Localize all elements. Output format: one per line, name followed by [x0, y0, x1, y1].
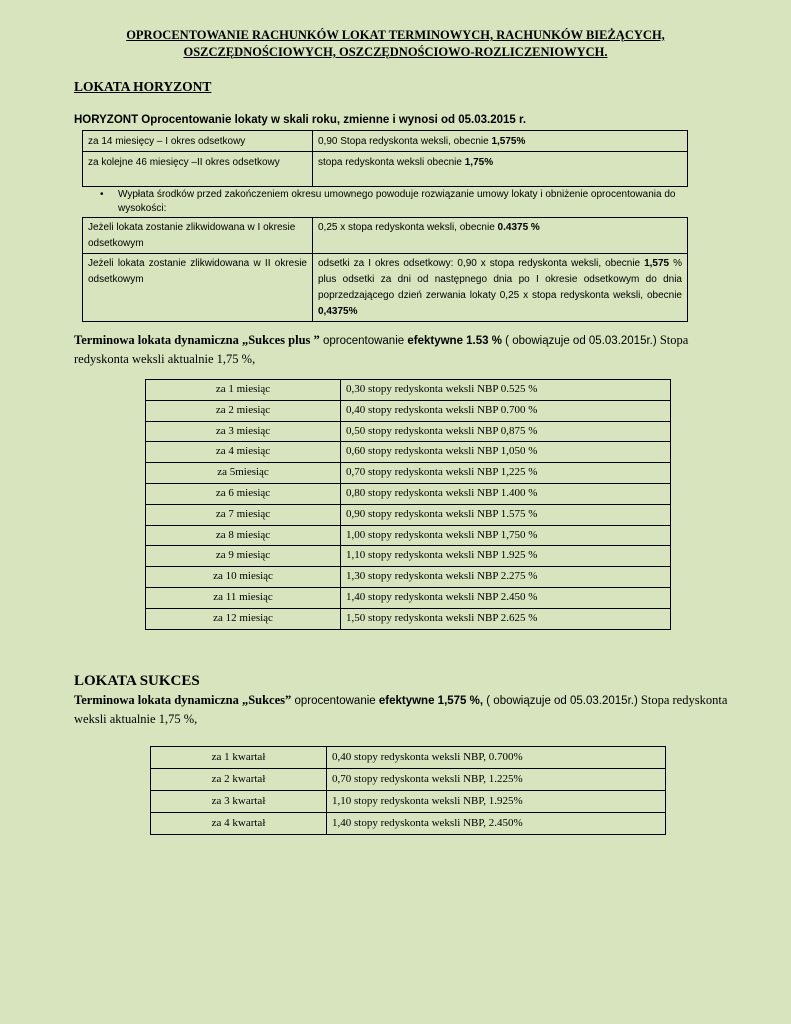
period-cell: za 1 kwartał — [151, 747, 327, 769]
period-cell: za 8 miesiąc — [146, 525, 341, 546]
table-row — [146, 525, 671, 546]
sukces-table — [150, 746, 666, 835]
period-cell: za 4 miesiąc — [146, 442, 341, 463]
rate-cell: 1,50 stopy redyskonta weksli NBP 2.625 % — [341, 608, 671, 629]
rate-cell: 1,40 stopy redyskonta weksli NBP, 2.450% — [327, 813, 666, 835]
table-row — [151, 769, 666, 791]
rate-cell: 0,30 stopy redyskonta weksli NBP 0.525 % — [341, 380, 671, 401]
table-row — [151, 791, 666, 813]
case-cell: Jeżeli lokata zostanie zlikwidowana w II okresie odsetkowym — [83, 254, 313, 322]
table-row — [146, 400, 671, 421]
rate-cell: 1,10 stopy redyskonta weksli NBP, 1.925% — [327, 791, 666, 813]
period-cell: za 1 miesiąc — [146, 380, 341, 401]
bullet-icon: • — [100, 189, 104, 200]
table-row — [151, 747, 666, 769]
horyzont-subtitle: HORYZONT Oprocentowanie lokaty w skali roku, zmienne i wynosi od 05.03.2015 r. — [74, 114, 527, 126]
rate-cell: 0,50 stopy redyskonta weksli NBP 0,875 % — [341, 421, 671, 442]
table-row — [146, 608, 671, 629]
early-withdrawal-table — [82, 217, 688, 322]
page-title — [0, 27, 791, 61]
period-cell: za 10 miesiąc — [146, 567, 341, 588]
sukces-plus-table — [145, 379, 671, 630]
rate-cell: 0,90 Stopa redyskonta weksli, obecnie 1,575% — [313, 131, 688, 152]
rate-cell: 0,70 stopy redyskonta weksli NBP 1,225 % — [341, 463, 671, 484]
period-cell: za 7 miesiąc — [146, 504, 341, 525]
period-cell: za 2 miesiąc — [146, 400, 341, 421]
table-row — [146, 421, 671, 442]
horyzont-heading: LOKATA HORYZONT — [74, 79, 212, 94]
table-row — [146, 380, 671, 401]
period-cell: za 3 miesiąc — [146, 421, 341, 442]
horyzont-rates-table — [82, 130, 688, 187]
sukces-heading: LOKATA SUKCES — [74, 673, 200, 689]
table-row — [83, 218, 688, 254]
table-row — [146, 463, 671, 484]
rate-cell: 0,60 stopy redyskonta weksli NBP 1,050 % — [341, 442, 671, 463]
rate-cell: 0,40 stopy redyskonta weksli NBP, 0.700% — [327, 747, 666, 769]
table-row — [146, 587, 671, 608]
period-cell: za 6 miesiąc — [146, 483, 341, 504]
table-row — [146, 483, 671, 504]
table-row — [146, 546, 671, 567]
rate-cell: 1,30 stopy redyskonta weksli NBP 2.275 % — [341, 567, 671, 588]
rate-cell: 0,90 stopy redyskonta weksli NBP 1.575 % — [341, 504, 671, 525]
period-cell: za 9 miesiąc — [146, 546, 341, 567]
rate-cell: 0,80 stopy redyskonta weksli NBP 1.400 % — [341, 483, 671, 504]
period-cell: za 12 miesiąc — [146, 608, 341, 629]
rate-cell: 0,25 x stopa redyskonta weksli, obecnie 0.4375 % — [313, 218, 688, 254]
period-cell: za 11 miesiąc — [146, 587, 341, 608]
rate-cell: 1,10 stopy redyskonta weksli NBP 1.925 % — [341, 546, 671, 567]
rate-cell: odsetki za I okres odsetkowy: 0,90 x stopa redyskonta weksli, obecnie 1,575 % plus odsetki za dni od następnego dnia po I okresie odsetkowym do dnia poprzedzającego dzień zerwania lokaty 0,25 x stopa redyskonta weksli, obecnie 0,4375% — [313, 254, 688, 322]
note-text: Wypłata środków przed zakończeniem okresu umownego powoduje rozwiązanie umowy lokaty i obniżenie oprocentowania do wysokości: — [118, 189, 676, 214]
period-cell: za 3 kwartał — [151, 791, 327, 813]
early-withdrawal-note — [100, 188, 720, 216]
sukces-description: Terminowa lokata dynamiczna „Sukces” oprocentowanie efektywne 1,575 %, ( obowiązuje od 05.03.2015r.) Stopa redyskonta weksli aktualnie 1,75 %, — [74, 693, 728, 726]
period-cell: za kolejne 46 miesięcy –II okres odsetkowy — [83, 152, 313, 187]
page-title-line-1: OPROCENTOWANIE RACHUNKÓW LOKAT TERMINOWYCH, RACHUNKÓW BIEŻĄCYCH, — [126, 28, 665, 42]
table-row — [151, 813, 666, 835]
table-row — [83, 152, 688, 187]
rate-cell: 1,00 stopy redyskonta weksli NBP 1,750 % — [341, 525, 671, 546]
period-cell: za 5miesiąc — [146, 463, 341, 484]
period-cell: za 2 kwartał — [151, 769, 327, 791]
table-row — [146, 567, 671, 588]
table-row — [83, 254, 688, 322]
table-row — [146, 442, 671, 463]
table-row — [83, 131, 688, 152]
sukces-plus-description: Terminowa lokata dynamiczna „Sukces plus ” oprocentowanie efektywne 1.53 % ( obowiązuje od 05.03.2015r.) Stopa redyskonta weksli aktualnie 1,75 %, — [74, 333, 689, 366]
table-row — [146, 504, 671, 525]
period-cell: za 4 kwartał — [151, 813, 327, 835]
rate-cell: 0,40 stopy redyskonta weksli NBP 0.700 % — [341, 400, 671, 421]
rate-cell: 1,40 stopy redyskonta weksli NBP 2.450 % — [341, 587, 671, 608]
period-cell: za 14 miesięcy – I okres odsetkowy — [83, 131, 313, 152]
rate-cell: 0,70 stopy redyskonta weksli NBP, 1.225% — [327, 769, 666, 791]
page-title-line-2: OSZCZĘDNOŚCIOWYCH, OSZCZĘDNOŚCIOWO-ROZLICZENIOWYCH. — [183, 45, 608, 59]
case-cell: Jeżeli lokata zostanie zlikwidowana w I okresie odsetkowym — [83, 218, 313, 254]
rate-cell: stopa redyskonta weksli obecnie 1,75% — [313, 152, 688, 187]
